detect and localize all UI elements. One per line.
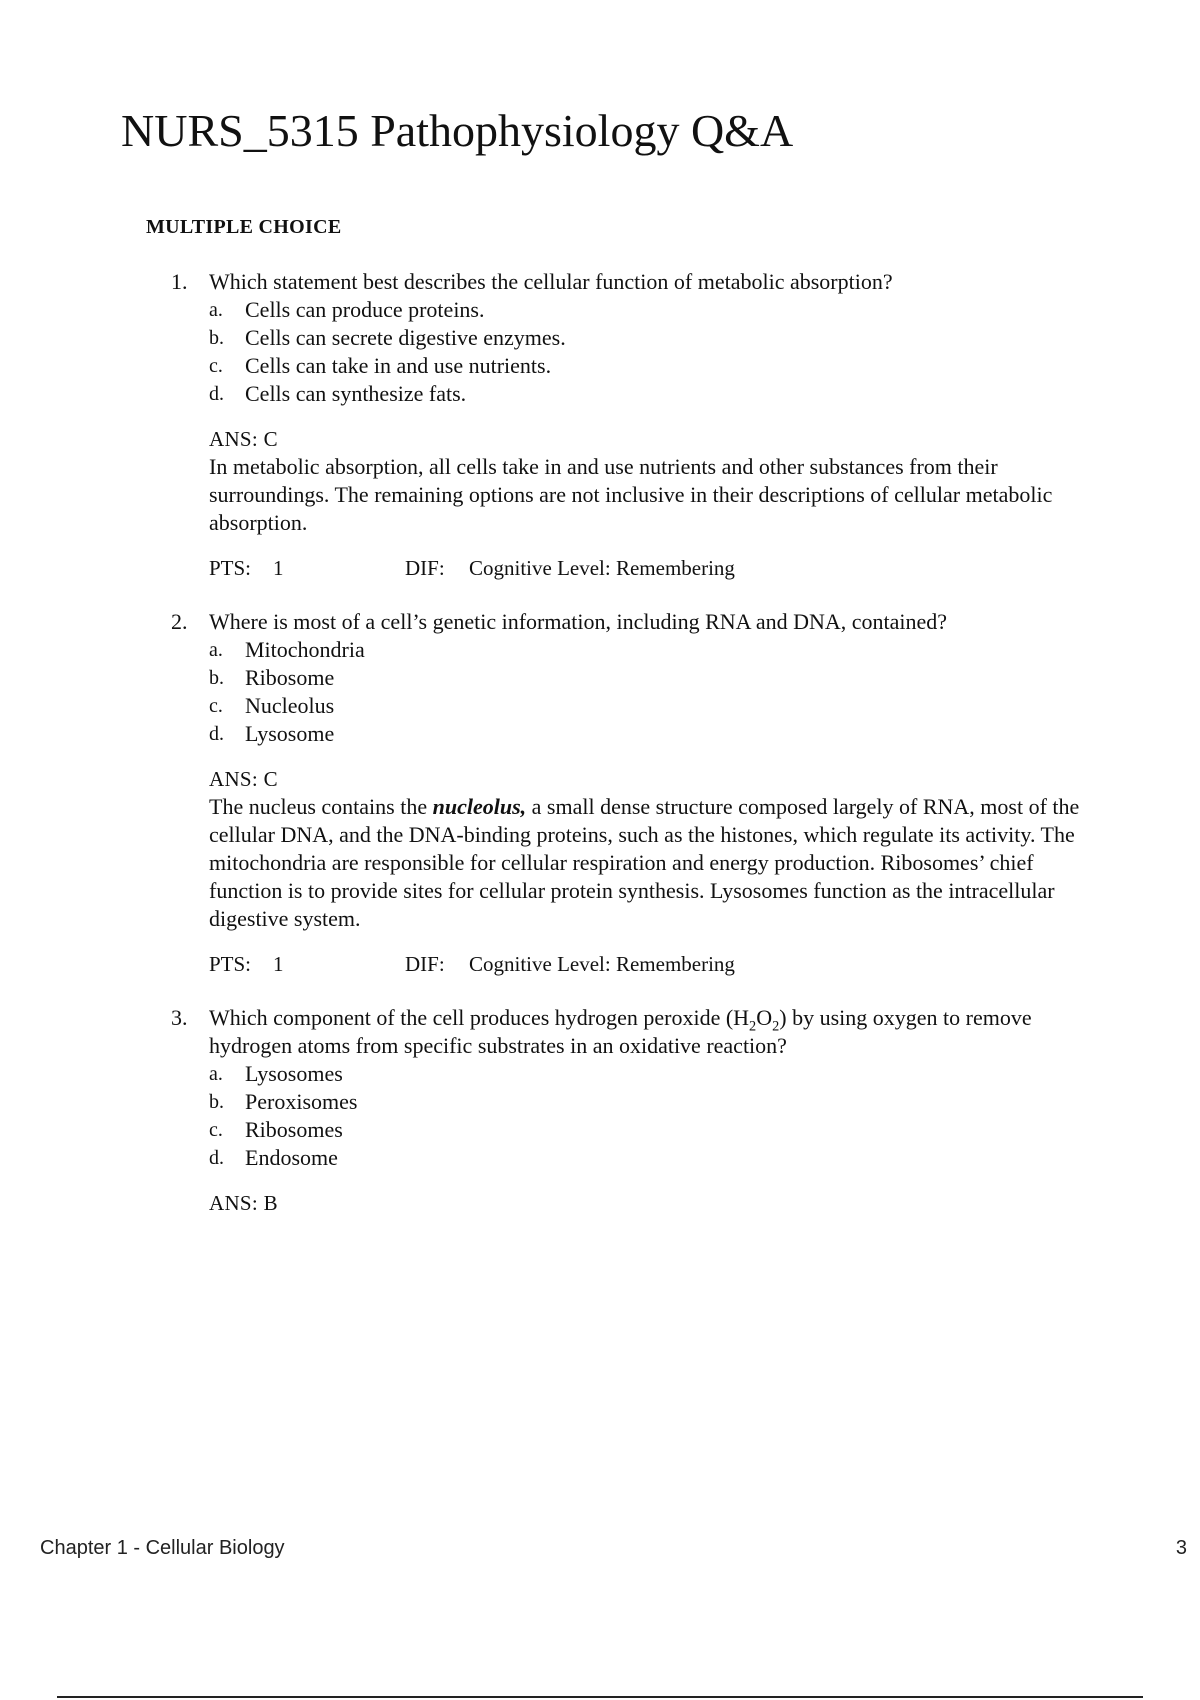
subscript: 2 xyxy=(749,1018,757,1035)
document-title: NURS_5315 Pathophysiology Q&A xyxy=(121,105,794,156)
option-letter: a. xyxy=(209,639,223,661)
question-stem xyxy=(0,268,1200,296)
question-text-part: Which component of the cell produces hydrogen peroxide (H xyxy=(209,1005,750,1030)
option-c xyxy=(0,1116,1200,1144)
option-letter: c. xyxy=(209,1119,223,1141)
page-divider xyxy=(57,1696,1143,1698)
option-d xyxy=(0,1144,1200,1172)
option-letter: d. xyxy=(209,383,224,405)
rationale: In metabolic absorption, all cells take in and use nutrients and other substances from their surroundings. The remaining options are not inclusive in their descriptions of cellular metabolic absorption. xyxy=(209,454,1053,535)
question-stem xyxy=(0,608,1200,636)
points-label: PTS: xyxy=(209,556,252,580)
question-number: 2. xyxy=(171,609,188,634)
difficulty-label: DIF: xyxy=(405,556,445,580)
option-letter: d. xyxy=(209,723,224,745)
question-meta xyxy=(0,554,1200,582)
option-letter: b. xyxy=(209,667,224,689)
option-text: Mitochondria xyxy=(245,637,365,662)
option-a xyxy=(0,636,1200,664)
option-letter: b. xyxy=(209,1091,224,1113)
option-list xyxy=(0,1060,1200,1172)
question-text xyxy=(209,1005,1032,1058)
footer-chapter: Chapter 1 - Cellular Biology xyxy=(40,1537,285,1559)
difficulty-label: DIF: xyxy=(405,952,445,976)
option-text: Cells can secrete digestive enzymes. xyxy=(245,325,566,350)
footer-page-number: 3 xyxy=(1175,1537,1187,1559)
question-stem xyxy=(0,1004,1200,1060)
difficulty-value: Cognitive Level: Remembering xyxy=(469,556,735,580)
question-2 xyxy=(0,608,1200,978)
points-value: 1 xyxy=(273,952,284,976)
option-letter: c. xyxy=(209,355,223,377)
option-a xyxy=(0,1060,1200,1088)
option-text: Lysosome xyxy=(245,721,335,746)
rationale xyxy=(0,793,1200,933)
option-c xyxy=(0,352,1200,380)
option-text: Ribosome xyxy=(245,665,335,690)
rationale-emphasis: nucleolus, xyxy=(432,794,527,819)
option-text: Peroxisomes xyxy=(245,1089,358,1114)
option-c xyxy=(0,692,1200,720)
section-heading: MULTIPLE CHOICE xyxy=(146,216,342,238)
rationale-text: The nucleus contains the xyxy=(209,794,433,819)
subscript: 2 xyxy=(772,1018,780,1035)
question-number: 3. xyxy=(171,1005,188,1030)
question-text: Which statement best describes the cellular function of metabolic absorption? xyxy=(209,269,893,294)
option-letter: a. xyxy=(209,1063,223,1085)
option-b xyxy=(0,1088,1200,1116)
answer-key: ANS: C xyxy=(209,767,278,791)
answer-key: ANS: C xyxy=(209,427,278,451)
option-b xyxy=(0,664,1200,692)
option-letter: d. xyxy=(209,1147,224,1169)
option-list xyxy=(0,296,1200,408)
question-text-part: ) by using oxygen to remove hydrogen atoms from specific substrates in an oxidative reaction? xyxy=(209,1005,1032,1058)
question-list xyxy=(0,268,1200,1243)
rationale-text: a small dense structure composed largely of RNA, most of the cellular DNA, and the DNA-binding proteins, such as the histones, which regulate its activity. The mitochondria are responsible for cellular respiration and energy production. Ribosomes’ chief function is to provide sites for cellular protein synthesis. Lysosomes function as the intracellular digestive system. xyxy=(209,794,1080,931)
option-text: Lysosomes xyxy=(245,1061,343,1086)
question-meta xyxy=(0,950,1200,978)
option-d xyxy=(0,720,1200,748)
option-text: Cells can produce proteins. xyxy=(245,297,485,322)
question-number: 1. xyxy=(171,269,188,294)
option-d xyxy=(0,380,1200,408)
option-list xyxy=(0,636,1200,748)
option-letter: c. xyxy=(209,695,223,717)
points-label: PTS: xyxy=(209,952,252,976)
option-a xyxy=(0,296,1200,324)
option-text: Ribosomes xyxy=(245,1117,343,1142)
points-value: 1 xyxy=(273,556,284,580)
option-text: Endosome xyxy=(245,1145,338,1170)
option-letter: a. xyxy=(209,299,223,321)
question-1 xyxy=(0,268,1200,582)
answer-key: ANS: B xyxy=(209,1191,278,1215)
option-b xyxy=(0,324,1200,352)
question-text: Where is most of a cell’s genetic information, including RNA and DNA, contained? xyxy=(209,609,948,634)
question-text-part: O xyxy=(756,1005,773,1030)
option-text: Cells can synthesize fats. xyxy=(245,381,467,406)
option-text: Nucleolus xyxy=(245,693,335,718)
option-letter: b. xyxy=(209,327,224,349)
question-3 xyxy=(0,1004,1200,1217)
difficulty-value: Cognitive Level: Remembering xyxy=(469,952,735,976)
option-text: Cells can take in and use nutrients. xyxy=(245,353,552,378)
